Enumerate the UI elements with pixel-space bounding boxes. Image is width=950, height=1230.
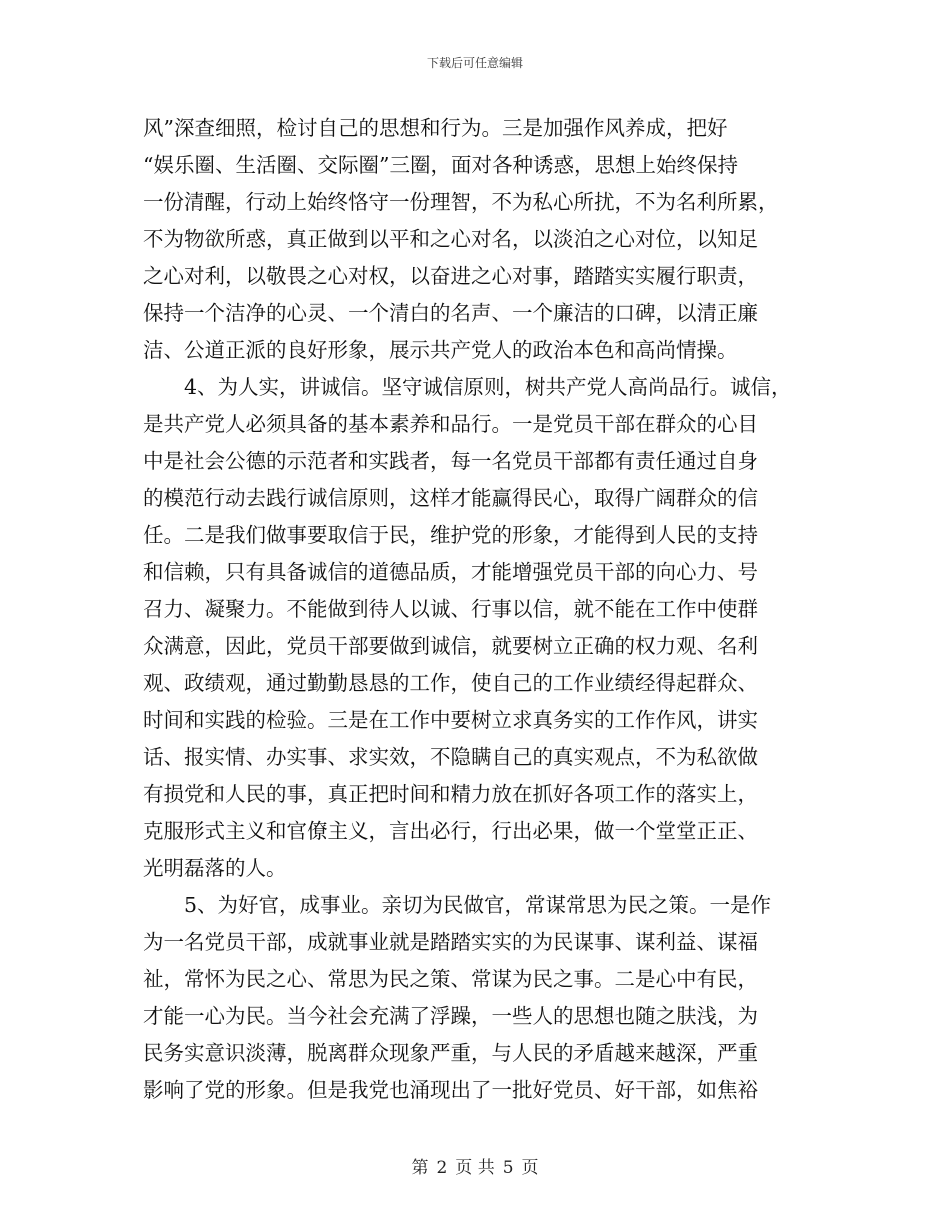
text-line: 保持一个洁净的心灵、一个清白的名声、一个廉洁的口碑，以清正廉 — [143, 301, 758, 325]
text-line: “娱乐圈、生活圈、交际圈”三圈，面对各种诱惑，思想上始终保持 — [143, 153, 738, 177]
text-line: 民务实意识淡薄，脱离群众现象严重，与人民的矛盾越来越深，严重 — [143, 1041, 758, 1065]
text-line: 任。二是我们做事要取信于民，维护党的形象，才能得到人民的支持 — [143, 523, 758, 547]
footer-of-label: 页 共 — [455, 1158, 495, 1178]
text-line: 观、政绩观，通过勤勤恳恳的工作，使自己的工作业绩经得起群众、 — [143, 671, 758, 695]
text-line: 光明磊落的人。 — [143, 856, 287, 880]
current-page-number: 2 — [436, 1158, 448, 1178]
text-line: 为一名党员干部，成就事业就是踏踏实实的为民谋事、谋利益、谋福 — [143, 930, 758, 954]
text-line: 有损党和人民的事，真正把时间和精力放在抓好各项工作的落实上， — [143, 782, 758, 806]
text-line: 中是社会公德的示范者和实践者，每一名党员干部都有责任通过自身 — [143, 449, 758, 473]
text-line: 众满意，因此，党员干部要做到诚信，就要树立正确的权力观、名利 — [143, 634, 758, 658]
document-body — [143, 110, 813, 1109]
text-line: 之心对利，以敬畏之心对权，以奋进之心对事，踏踏实实履行职责， — [143, 264, 758, 288]
page-footer — [0, 1153, 950, 1178]
page-header: 下载后可任意编辑 — [426, 56, 523, 70]
footer-pages-label: 页 — [521, 1158, 539, 1178]
text-line: 话、报实情、办实事、求实效，不隐瞒自己的真实观点，不为私欲做 — [143, 745, 758, 769]
text-line: 风”深查细照，检讨自己的思想和行为。三是加强作风养成，把好 — [143, 116, 728, 140]
paragraph-start-line: 5、为好官，成事业。亲切为民做官，常谋常思为民之策。一是作 — [184, 893, 772, 917]
total-pages-number: 5 — [502, 1158, 514, 1178]
footer-page-label: 第 — [411, 1158, 429, 1178]
text-line: 召力、凝聚力。不能做到待人以诚、行事以信，就不能在工作中使群 — [143, 597, 758, 621]
text-line: 的模范行动去践行诚信原则，这样才能赢得民心，取得广阔群众的信 — [143, 486, 758, 510]
text-line: 祉，常怀为民之心、常思为民之策、常谋为民之事。二是心中有民， — [143, 967, 758, 991]
text-line: 和信赖，只有具备诚信的道德品质，才能增强党员干部的向心力、号 — [143, 560, 758, 584]
paragraph-start-line: 4、为人实，讲诚信。坚守诚信原则，树共产党人高尚品行。诚信， — [184, 375, 792, 399]
text-line: 洁、公道正派的良好形象，展示共产党人的政治本色和高尚情操。 — [143, 338, 738, 362]
text-line: 一份清醒，行动上始终恪守一份理智，不为私心所扰，不为名利所累， — [143, 190, 779, 214]
text-line: 影响了党的形象。但是我党也涌现出了一批好党员、好干部，如焦裕 — [143, 1078, 758, 1102]
text-line: 克服形式主义和官僚主义，言出必行，行出必果，做一个堂堂正正、 — [143, 819, 758, 843]
text-line: 是共产党人必须具备的基本素养和品行。一是党员干部在群众的心目 — [143, 412, 758, 436]
text-line: 才能一心为民。当今社会充满了浮躁，一些人的思想也随之肤浅，为 — [143, 1004, 758, 1028]
text-line: 时间和实践的检验。三是在工作中要树立求真务实的工作作风，讲实 — [143, 708, 758, 732]
text-line: 不为物欲所惑，真正做到以平和之心对名，以淡泊之心对位，以知足 — [143, 227, 758, 251]
